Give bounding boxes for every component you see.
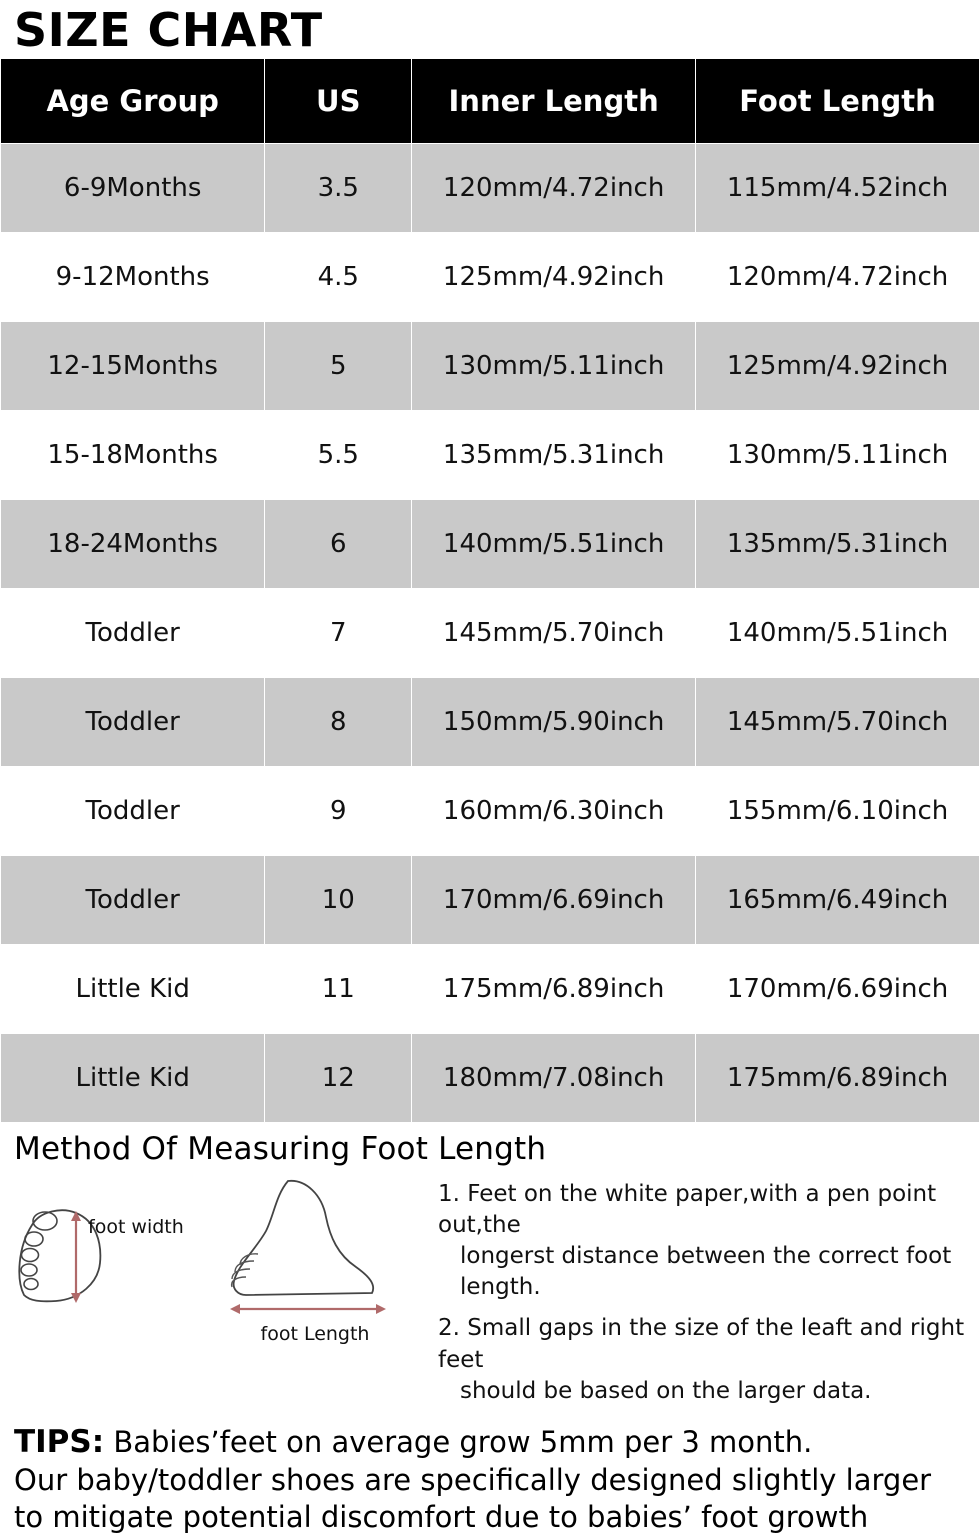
cell-us: 11: [265, 945, 412, 1034]
step-two-line-1: 2. Small gaps in the size of the leaft and right feet: [438, 1315, 965, 1373]
tips-line-1: [14, 1423, 980, 1463]
cell-age-group: Toddler: [1, 678, 265, 767]
cell-inner-length: 175mm/6.89inch: [412, 945, 696, 1034]
cell-us: 9: [265, 767, 412, 856]
cell-us: 10: [265, 856, 412, 945]
cell-foot-length: 145mm/5.70inch: [696, 678, 980, 767]
cell-us: 4.5: [265, 233, 412, 322]
cell-inner-length: 120mm/4.72inch: [412, 144, 696, 233]
tips-section: [0, 1417, 980, 1537]
cell-foot-length: 115mm/4.52inch: [696, 144, 980, 233]
table-row: [1, 767, 980, 856]
step-one: [438, 1179, 970, 1303]
cell-inner-length: 130mm/5.11inch: [412, 322, 696, 411]
foot-length-diagram: [210, 1169, 420, 1345]
cell-inner-length: 180mm/7.08inch: [412, 1034, 696, 1123]
tips-line-3: to mitigate potential discomfort due to babies’ foot growth: [14, 1500, 869, 1535]
size-table: [0, 58, 980, 1123]
cell-inner-length: 135mm/5.31inch: [412, 411, 696, 500]
cell-foot-length: 125mm/4.92inch: [696, 322, 980, 411]
cell-foot-length: 170mm/6.69inch: [696, 945, 980, 1034]
cell-foot-length: 120mm/4.72inch: [696, 233, 980, 322]
method-heading: Method Of Measuring Foot Length: [14, 1131, 547, 1168]
table-row: [1, 856, 980, 945]
cell-inner-length: 160mm/6.30inch: [412, 767, 696, 856]
cell-foot-length: 175mm/6.89inch: [696, 1034, 980, 1123]
cell-us: 6: [265, 500, 412, 589]
cell-age-group: Little Kid: [1, 945, 265, 1034]
cell-foot-length: 140mm/5.51inch: [696, 589, 980, 678]
cell-us: 5.5: [265, 411, 412, 500]
cell-age-group: Toddler: [1, 589, 265, 678]
cell-us: 12: [265, 1034, 412, 1123]
cell-inner-length: 140mm/5.51inch: [412, 500, 696, 589]
cell-inner-length: 125mm/4.92inch: [412, 233, 696, 322]
tips-label: TIPS:: [14, 1423, 105, 1460]
measuring-steps: [420, 1169, 974, 1416]
tips-text-1: Babies’feet on average grow 5mm per 3 month.: [113, 1424, 813, 1459]
step-one-line-2: longerst distance between the correct foot length.: [460, 1243, 952, 1301]
cell-inner-length: 150mm/5.90inch: [412, 678, 696, 767]
foot-length-caption: foot Length: [260, 1323, 370, 1346]
table-row: [1, 589, 980, 678]
step-two-line-2: should be based on the larger data.: [460, 1377, 872, 1404]
foot-side-illustration: [210, 1173, 410, 1323]
page-title: SIZE CHART: [14, 3, 323, 57]
cell-us: 3.5: [265, 144, 412, 233]
column-header-age-group: Age Group: [1, 59, 265, 144]
foot-width-diagram: [10, 1169, 210, 1323]
step-one-line-1: 1. Feet on the white paper,with a pen point out,the: [438, 1181, 937, 1239]
cell-foot-length: 165mm/6.49inch: [696, 856, 980, 945]
cell-foot-length: 130mm/5.11inch: [696, 411, 980, 500]
cell-us: 7: [265, 589, 412, 678]
cell-age-group: 6-9Months: [1, 144, 265, 233]
cell-inner-length: 170mm/6.69inch: [412, 856, 696, 945]
cell-inner-length: 145mm/5.70inch: [412, 589, 696, 678]
table-header-row: [1, 59, 980, 144]
method-section: [0, 1169, 980, 1416]
cell-age-group: 18-24Months: [1, 500, 265, 589]
table-header: [1, 59, 980, 144]
cell-foot-length: 135mm/5.31inch: [696, 500, 980, 589]
table-row: [1, 144, 980, 233]
table-row: [1, 233, 980, 322]
cell-age-group: Little Kid: [1, 1034, 265, 1123]
table-row: [1, 411, 980, 500]
table-row: [1, 322, 980, 411]
cell-us: 5: [265, 322, 412, 411]
cell-age-group: 15-18Months: [1, 411, 265, 500]
table-row: [1, 678, 980, 767]
table-row: [1, 500, 980, 589]
cell-age-group: Toddler: [1, 767, 265, 856]
column-header-foot-length: Foot Length: [696, 59, 980, 144]
table-row: [1, 1034, 980, 1123]
column-header-inner-length: Inner Length: [412, 59, 696, 144]
cell-age-group: Toddler: [1, 856, 265, 945]
cell-foot-length: 155mm/6.10inch: [696, 767, 980, 856]
cell-us: 8: [265, 678, 412, 767]
cell-age-group: 9-12Months: [1, 233, 265, 322]
foot-width-caption: foot width: [88, 1216, 184, 1239]
tips-line-2: Our baby/toddler shoes are specifically designed slightly larger: [14, 1463, 932, 1498]
step-two: [438, 1313, 970, 1406]
table-row: [1, 945, 980, 1034]
column-header-us: US: [265, 59, 412, 144]
cell-age-group: 12-15Months: [1, 322, 265, 411]
table-body: [1, 144, 980, 1123]
